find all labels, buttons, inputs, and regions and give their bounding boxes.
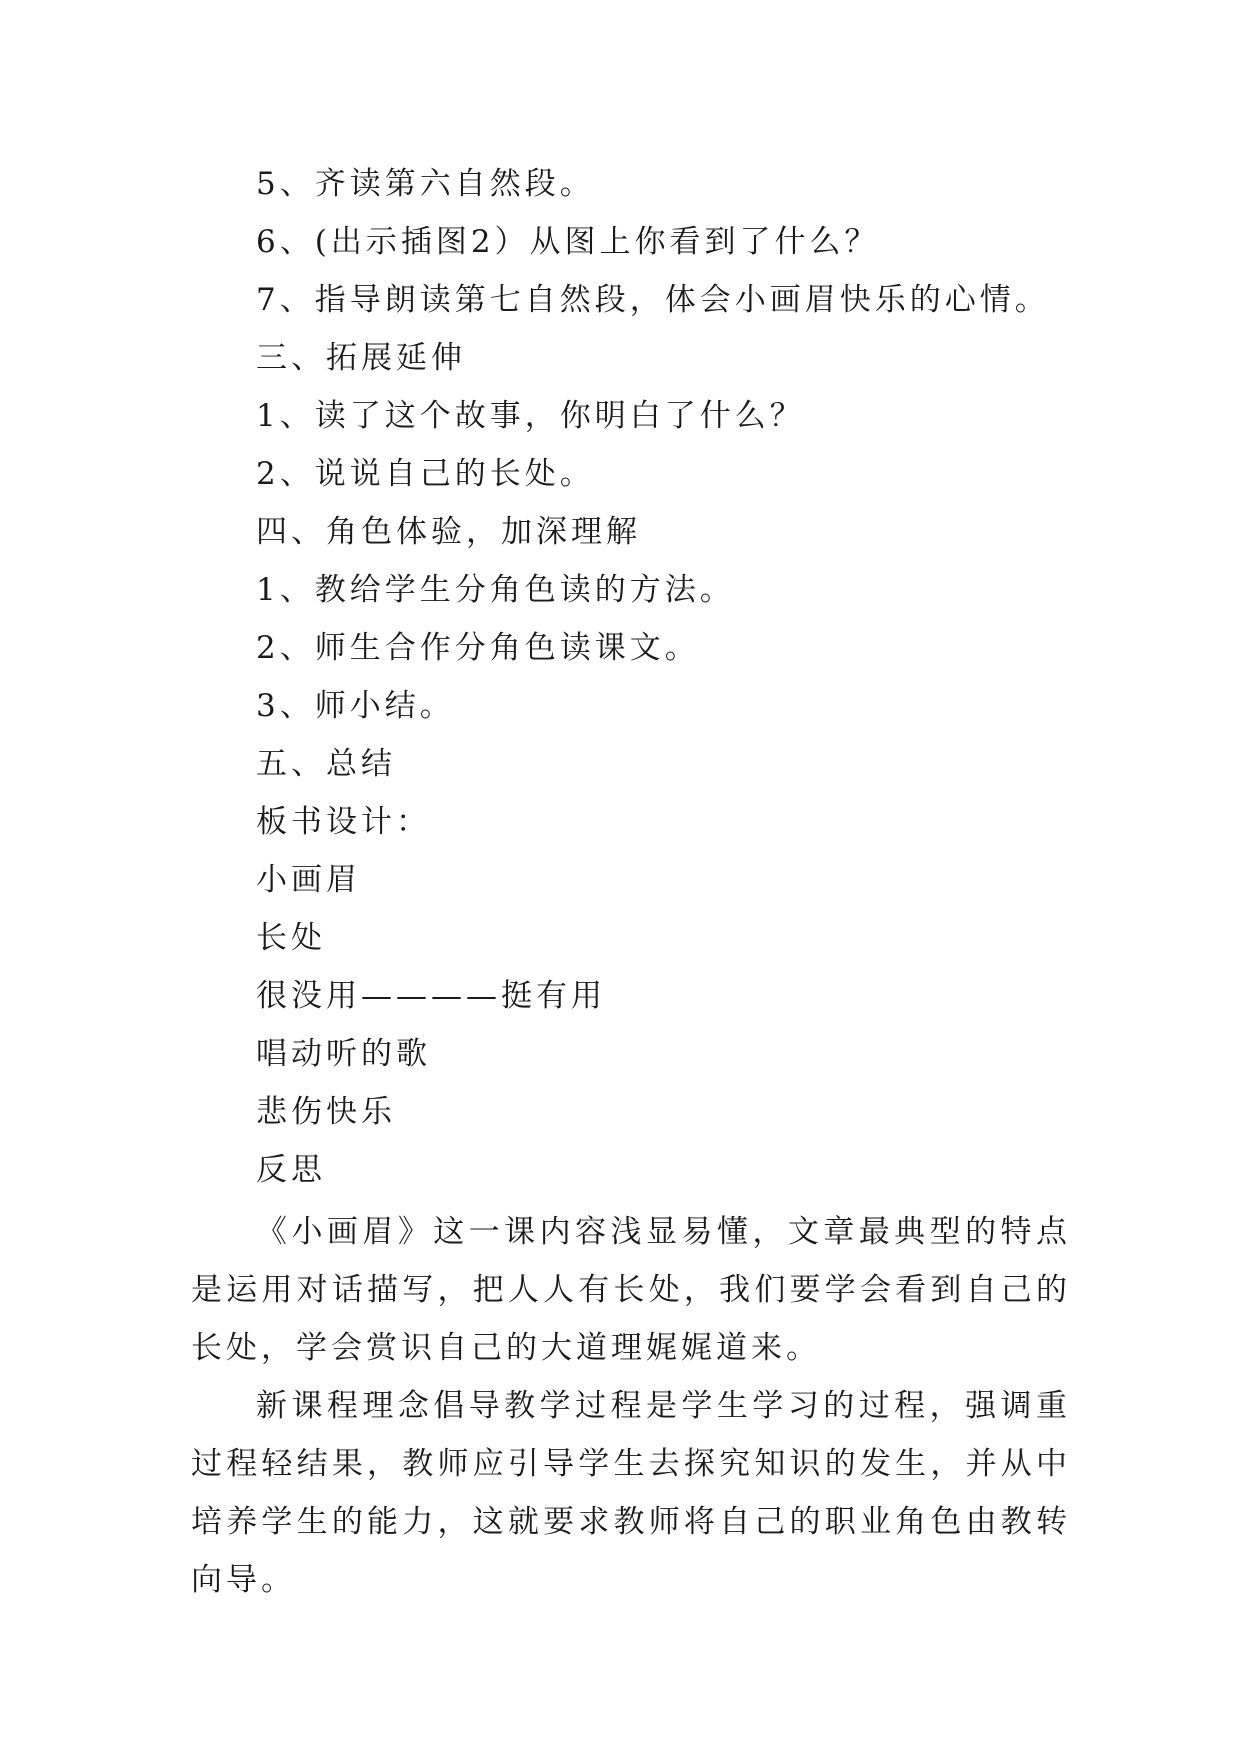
text-line: 很没用————挺有用 <box>256 978 606 1014</box>
section-heading: 反思 <box>256 1152 326 1188</box>
text-line: 板书设计： <box>256 804 431 840</box>
paragraph: 新课程理念倡导教学过程是学生学习的过程，强调重过程轻结果，教师应引导学生去探究知识的发生，并从中培养学生的能力，这就要求教师将自己的职业角色由教转向导。 <box>191 1388 1071 1598</box>
text-line: 2、说说自己的长处。 <box>256 456 595 492</box>
text-line: 长处 <box>256 920 326 956</box>
text-line: 1、教给学生分角色读的方法。 <box>256 572 735 608</box>
text-line: 6、(出示插图2）从图上你看到了什么？ <box>256 224 880 260</box>
text-line: 5、齐读第六自然段。 <box>256 166 595 202</box>
section-heading: 五、总结 <box>256 746 396 782</box>
text-line: 小画眉 <box>256 862 361 898</box>
text-line: 7、指导朗读第七自然段，体会小画眉快乐的心情。 <box>256 282 1050 318</box>
section-heading: 三、拓展延伸 <box>256 340 466 376</box>
text-line: 悲伤快乐 <box>256 1094 396 1130</box>
section-heading: 四、角色体验，加深理解 <box>256 514 641 550</box>
text-line: 唱动听的歌 <box>256 1036 431 1072</box>
text-line: 2、师生合作分角色读课文。 <box>256 630 700 666</box>
paragraph: 《小画眉》这一课内容浅显易懂，文章最典型的特点是运用对话描写，把人人有长处，我们要学会看到自己的长处，学会赏识自己的大道理娓娓道来。 <box>191 1214 1071 1366</box>
text-line: 3、师小结。 <box>256 688 455 724</box>
text-line: 1、读了这个故事，你明白了什么？ <box>256 398 805 434</box>
